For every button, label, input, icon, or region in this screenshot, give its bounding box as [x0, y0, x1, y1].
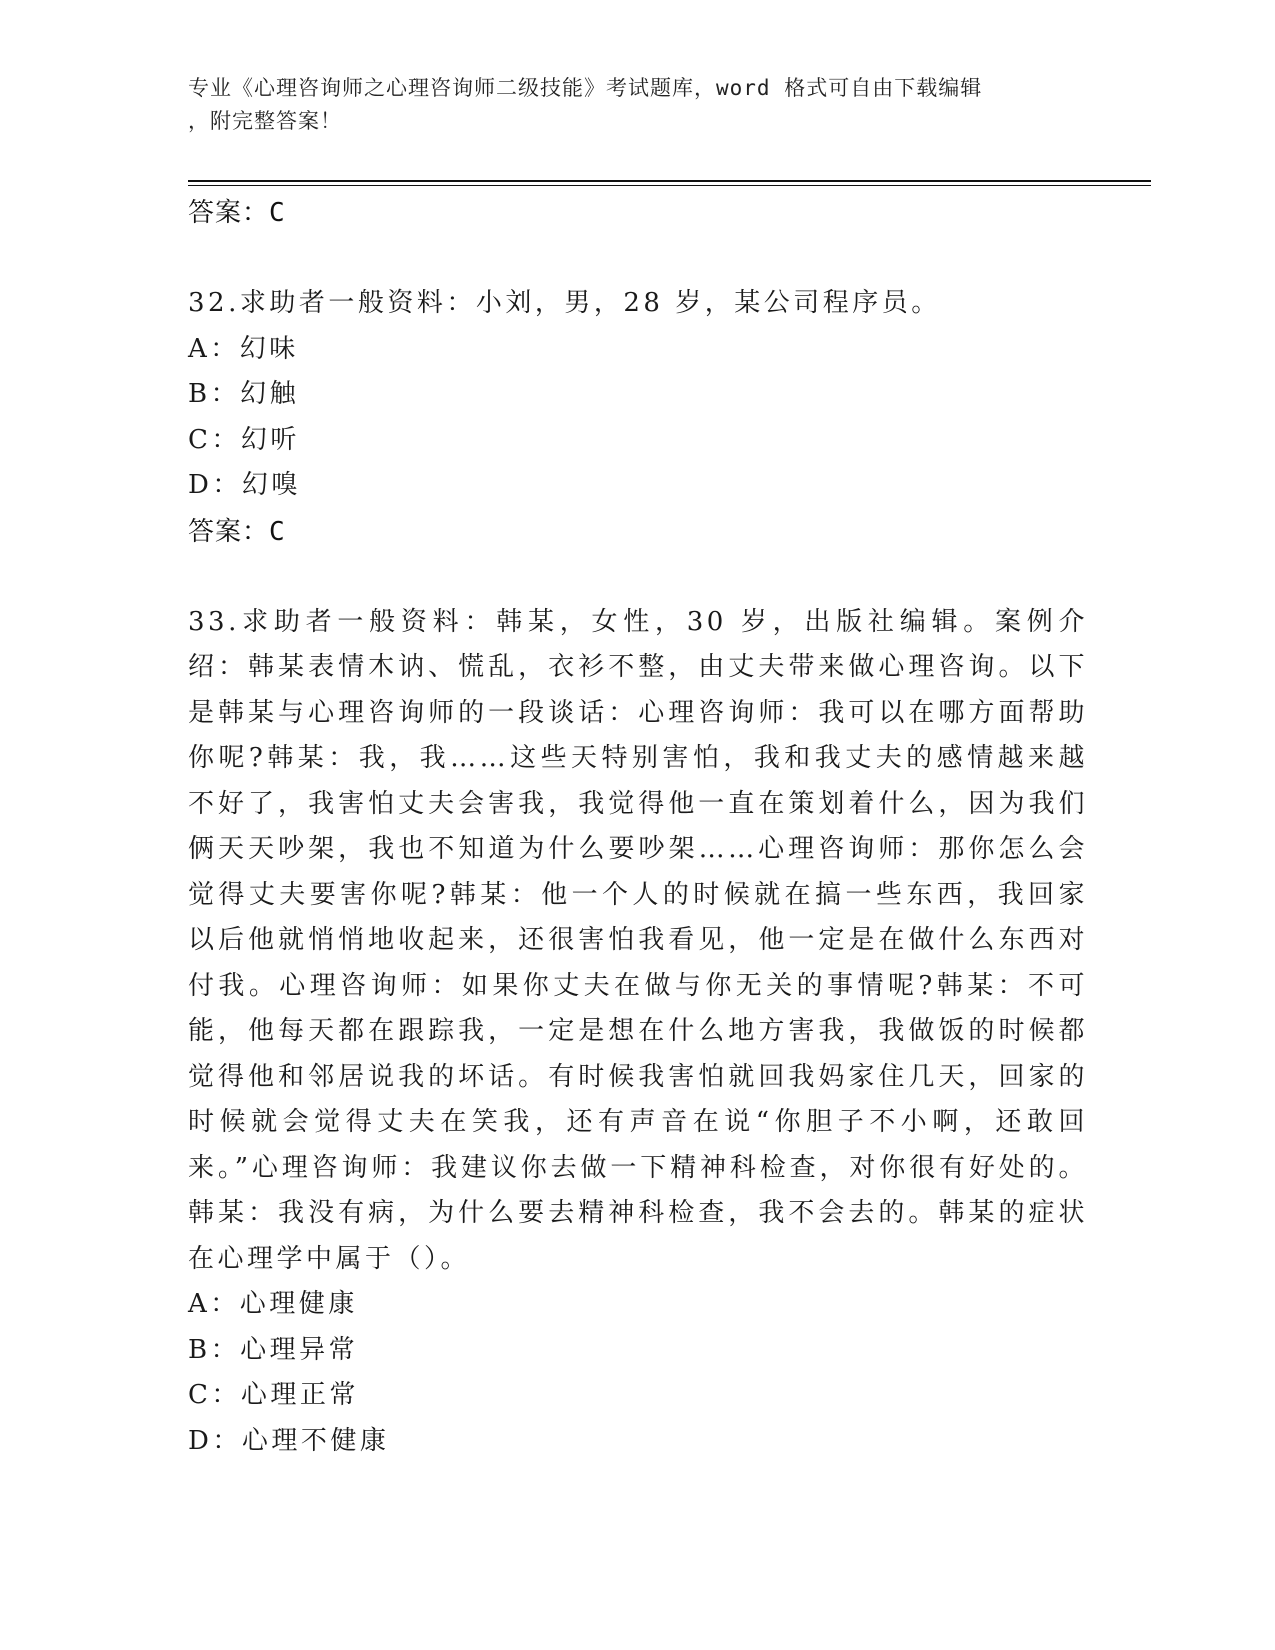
- option-d: D：心理不健康: [188, 1425, 390, 1456]
- option-b: B：心理异常: [188, 1334, 359, 1365]
- header-rule-thin: [188, 185, 1151, 186]
- option-c: C：幻听: [188, 424, 300, 455]
- question-33: [188, 600, 1088, 1465]
- header-rule-thick: [188, 180, 1151, 182]
- header-line-2: ，附完整答案！: [188, 109, 342, 133]
- option-d: D：幻嗅: [188, 470, 301, 500]
- question-stem: 32.求助者一般资料：小刘，男，28 岁，某公司程序员。: [188, 288, 941, 318]
- document-header: [188, 72, 1088, 138]
- option-b: B：幻触: [188, 379, 300, 409]
- option-a: A：幻味: [188, 333, 299, 364]
- answer-line: 答案：C: [188, 198, 286, 228]
- spacer: [188, 236, 1088, 281]
- header-line-1: 专业《心理咨询师之心理咨询师二级技能》考试题库，word 格式可自由下载编辑: [188, 76, 983, 100]
- answer-line: 答案：C: [188, 516, 286, 547]
- question-32: [188, 281, 1088, 555]
- document-body: [188, 190, 1088, 1464]
- spacer: [188, 555, 1088, 600]
- option-a: A：心理健康: [188, 1289, 358, 1319]
- question-stem: 33.求助者一般资料：韩某，女性，30 岁，出版社编辑。案例介绍：韩某表情木讷、慌乱，衣衫不整，由丈夫带来做心理咨询。以下是韩某与心理咨询师的一段谈话：心理咨询师：我可以在哪方面帮助你呢?韩某：我，我……这些天特别害怕，我和我丈夫的感情越来越不好了，我害怕丈夫会害我，我觉得他一直在策划着什么，因为我们俩天天吵架，我也不知道为什么要吵架……心理咨询师：那你怎么会觉得丈夫要害你呢?韩某：他一个人的时候就在搞一些东西，我回家以后他就悄悄地收起来，还很害怕我看见，他一定是在做什么东西对付我。心理咨询师：如果你丈夫在做与你无关的事情呢?韩某：不可能，他每天都在跟踪我，一定是想在什么地方害我，我做饭的时候都觉得他和邻居说我的坏话。有时候我害怕就回我妈家住几天，回家的时候就会觉得丈夫在笑我，还有声音在说“你胆子不小啊，还敢回来。”心理咨询师：我建议你去做一下精神科检查，对你很有好处的。韩某：我没有病，为什么要去精神科检查，我不会去的。韩某的症状在心理学中属于（）。: [188, 606, 1088, 1274]
- option-c: C：心理正常: [188, 1380, 359, 1410]
